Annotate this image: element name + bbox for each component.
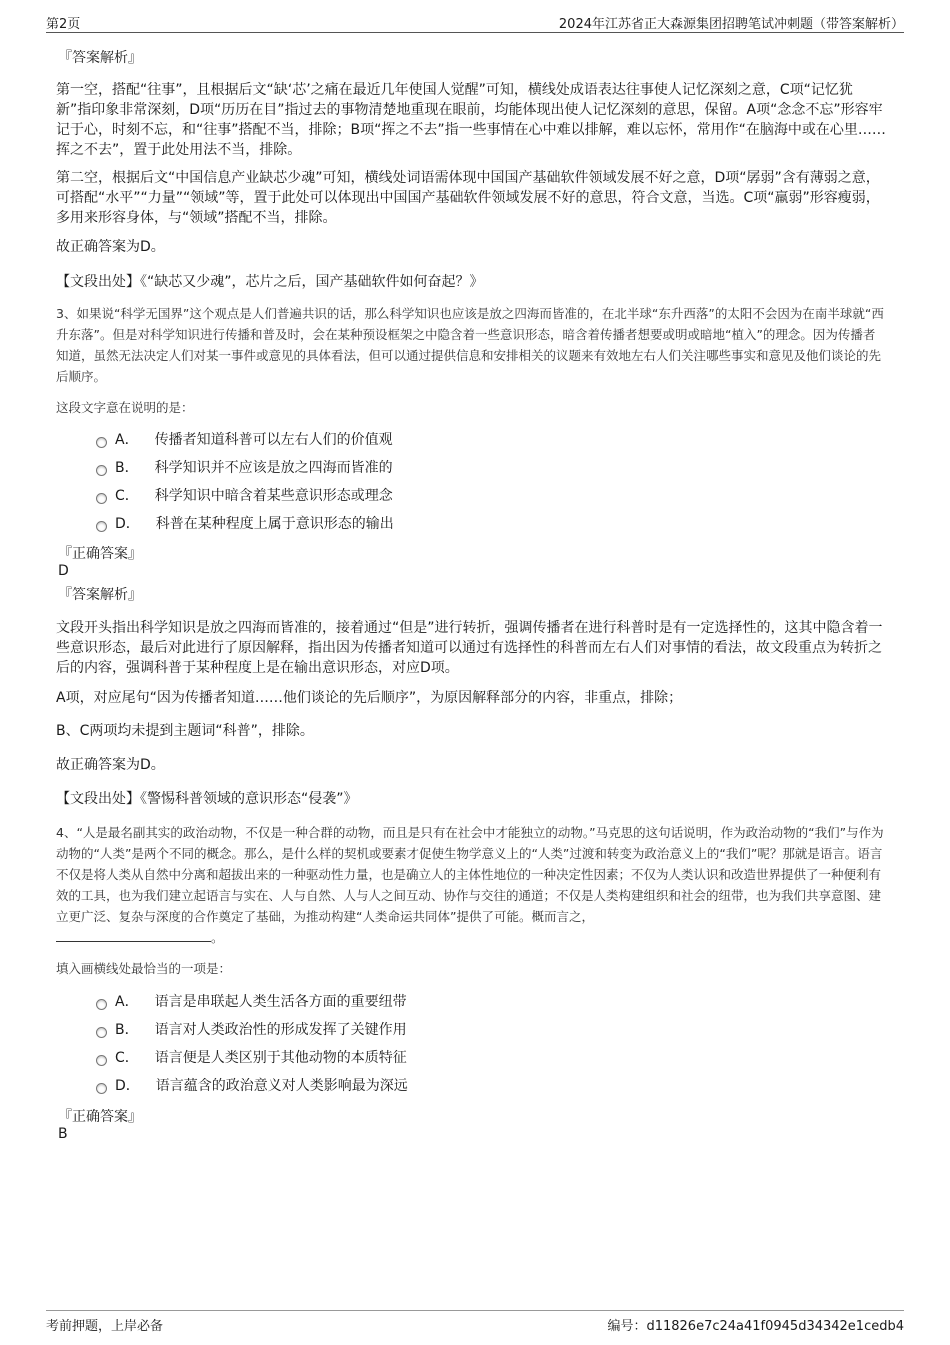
analysis-paragraph-1: 第一空，搭配“往事”，且根据后文“缺‘芯’之痛在最近几年使国人觉醒”可知，横线处成语表达往事使人记忆深刻之意，C项“记忆犹新”指印象非常深刻，D项“历历在目”指过去的事物清楚地重现在眼前，均能体现出使人记忆深刻的意思，保留。A项“念念不忘”形容牢记于心，时刻不忘，和“往事”搭配不当，排除；B项“挥之不去”指一些事情在心中难以排解，难以忘怀，常用作“在脑海中或在心里……挥之不去”，置于此处用法不当，排除。 xyxy=(56,82,886,158)
radio-icon[interactable] xyxy=(96,465,107,476)
option-a[interactable]: A． 传播者知道科普可以左右人们的价值观 xyxy=(96,426,796,454)
radio-icon[interactable] xyxy=(96,1027,107,1038)
option-b[interactable]: B． 语言对人类政治性的形成发挥了关键作用 xyxy=(96,1016,796,1044)
analysis-paragraph-2: A项，对应尾句“因为传播者知道……他们谈论的先后顺序”，为原因解释部分的内容，非重点，排除； xyxy=(56,690,683,706)
analysis-tag: 『答案解析』 xyxy=(58,587,142,603)
option-c[interactable]: C． 科学知识中暗含着某些意识形态或理念 xyxy=(96,482,796,510)
radio-icon[interactable] xyxy=(96,1083,107,1094)
radio-icon[interactable] xyxy=(96,493,107,504)
radio-icon[interactable] xyxy=(96,521,107,532)
analysis-paragraph-3: B、C两项均未提到主题词“科普”，排除。 xyxy=(56,723,314,739)
option-d[interactable]: D． 语言蕴含的政治意义对人类影响最为深远 xyxy=(96,1072,796,1100)
option-a[interactable]: A． 语言是串联起人类生活各方面的重要纽带 xyxy=(96,988,796,1016)
radio-icon[interactable] xyxy=(96,999,107,1010)
correct-answer: B xyxy=(58,1126,68,1142)
question-3-options xyxy=(96,426,796,538)
analysis-conclusion: 故正确答案为D。 xyxy=(56,239,165,255)
correct-answer-tag: 『正确答案』 xyxy=(58,546,142,562)
radio-icon[interactable] xyxy=(96,437,107,448)
option-b[interactable]: B． 科学知识并不应该是放之四海而皆准的 xyxy=(96,454,796,482)
fill-in-blank xyxy=(56,929,211,942)
correct-answer: D xyxy=(58,563,69,579)
analysis-conclusion: 故正确答案为D。 xyxy=(56,757,165,773)
option-c[interactable]: C． 语言便是人类区别于其他动物的本质特征 xyxy=(96,1044,796,1072)
source-citation: 【文段出处】《警惕科普领域的意识形态“侵袭”》 xyxy=(56,791,358,807)
page-number: 第2页 xyxy=(46,17,81,32)
analysis-paragraph-1: 文段开头指出科学知识是放之四海而皆准的，接着通过“但是”进行转折，强调传播者在进行科普时是有一定选择性的，这其中隐含着一些意识形态，最后对此进行了原因解释，指出因为传播者知道可以通过有选择性的科普而左右人们对事情的看法，故文段重点为转折之后的内容，强调科普于某种程度上是在输出意识形态，对应D项。 xyxy=(56,620,883,676)
page-header xyxy=(46,12,904,33)
question-3-prompt: 这段文字意在说明的是： xyxy=(56,400,194,415)
page-footer xyxy=(46,1310,904,1333)
analysis-paragraph-2: 第二空，根据后文“中国信息产业缺芯少魂”可知，横线处词语需体现中国国产基础软件领域发展不好之意，D项“孱弱”含有薄弱之意，可搭配“水平”“力量”“领域”等，置于此处可以体现出中国国产基础软件领域发展不好的意思，符合文意，当选。C项“羸弱”形容瘦弱，多用来形容身体，与“领域”搭配不当，排除。 xyxy=(56,170,880,226)
footer-slogan: 考前押题，上岸必备 xyxy=(46,1319,164,1334)
source-citation: 【文段出处】《“缺芯又少魂”，芯片之后，国产基础软件如何奋起？》 xyxy=(56,274,484,290)
option-d[interactable]: D． 科普在某种程度上属于意识形态的输出 xyxy=(96,510,796,538)
question-4-prompt: 填入画横线处最恰当的一项是： xyxy=(56,961,232,976)
correct-answer-tag: 『正确答案』 xyxy=(58,1109,142,1125)
question-3-stem: 3、如果说“科学无国界”这个观点是人们普遍共识的话，那么科学知识也应该是放之四海而皆准的，在北半球“东升西落”的太阳不会因为在南半球就“西升东落”。但是对科学知识进行传播和普及时，会在某种预设框架之中隐含着一些意识形态，暗含着传播者想要或明或暗地“植入”的理念。因为传播者知道，虽然无法决定人们对某一事件或意见的具体看法，但可以通过提供信息和安排相关的议题来有效地左右人们关注哪些事实和意见及他们谈论的先后顺序。 xyxy=(56,306,884,384)
question-4-options xyxy=(96,988,796,1100)
question-4-stem: 4、“人是最名副其实的政治动物，不仅是一种合群的动物，而且是只有在社会中才能独立的动物。”马克思的这句话说明，作为政治动物的“我们”与作为动物的“人类”是两个不同的概念。那么，是什么样的契机或要素才促使生物学意义上的“人类”过渡和转变为政治意义上的“我们”呢？那就是语言。语言不仅是将人类从自然中分离和超拔出来的一种驱动性力量，也是确立人的主体性地位的一种决定性因素；不仅为人类认识和改造世界提供了一种便利有效的工具，也为我们建立起语言与实在、人与自然、人与人之间互动、协作与交往的通道；不仅是人类构建组织和社会的纽带，也为我们共享意图、建立更广泛、复杂与深度的合作奠定了基础，为推动构建“人类命运共同体”提供了可能。概而言之， 。 xyxy=(56,825,884,945)
radio-icon[interactable] xyxy=(96,1055,107,1066)
document-title: 2024年江苏省正大森源集团招聘笔试冲刺题（带答案解析） xyxy=(558,17,904,32)
document-code: 编号：d11826e7c24a41f0945d34342e1cedb4 xyxy=(607,1319,904,1334)
analysis-tag: 『答案解析』 xyxy=(58,50,142,66)
